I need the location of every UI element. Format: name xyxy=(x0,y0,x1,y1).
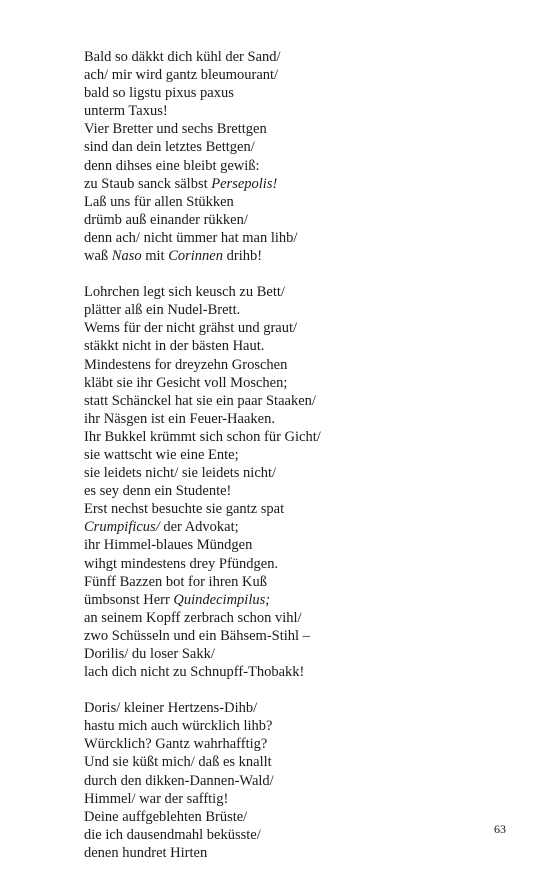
verse-line xyxy=(84,663,504,681)
verse-line xyxy=(84,392,504,410)
verse-text: sind dan dein letztes Bettgen/ xyxy=(84,139,255,156)
verse-text: Erst nechst besuchte sie gantz spat xyxy=(84,501,285,518)
verse-text: an seinem Kopff zerbrach schon vihl/ xyxy=(84,609,302,626)
italic-name: Corinnen xyxy=(168,248,223,265)
italic-name: Quindecimpilus; xyxy=(173,591,271,608)
verse-text: Vier Bretter und sechs Brettgen xyxy=(84,121,267,138)
verse-text: ümbsonst Herr xyxy=(84,591,174,608)
verse-line xyxy=(84,573,504,591)
verse-line xyxy=(84,66,504,84)
verse-line xyxy=(84,410,504,428)
stanza xyxy=(84,48,504,265)
verse-text: ihr Näsgen ist ein Feuer-Haaken. xyxy=(84,410,275,427)
italic-name: Persepolis! xyxy=(211,175,278,192)
verse-text: ach/ mir wird gantz bleumourant/ xyxy=(84,67,279,84)
verse-text: durch den dikken-Dannen-Wald/ xyxy=(84,772,274,789)
verse-text: Lohrchen legt sich keusch zu Bett/ xyxy=(84,284,285,301)
verse-text: drümb auß einander rükken/ xyxy=(84,211,248,228)
verse-line xyxy=(84,120,504,138)
verse-text: Ihr Bukkel krümmt sich schon für Gicht/ xyxy=(84,428,321,445)
verse-text: die ich dausendmahl beküsste/ xyxy=(84,826,261,843)
verse-text: hastu mich auch würcklich lihb? xyxy=(84,718,273,735)
stanza xyxy=(84,699,504,862)
verse-line xyxy=(84,772,504,790)
verse-text: Himmel/ war der safftig! xyxy=(84,790,229,807)
verse-text: mit xyxy=(141,248,169,265)
verse-line xyxy=(84,84,504,102)
verse-line xyxy=(84,609,504,627)
verse-line xyxy=(84,591,504,609)
verse-text: plätter alß ein Nudel-Brett. xyxy=(84,302,241,319)
verse-line xyxy=(84,627,504,645)
verse-text: stäkkt nicht in der bästen Haut. xyxy=(84,338,265,355)
verse-line xyxy=(84,808,504,826)
verse-text: Laß uns für allen Stükken xyxy=(84,193,234,210)
verse-line xyxy=(84,790,504,808)
verse-text: waß xyxy=(84,248,112,265)
verse-text: sie wattscht wie eine Ente; xyxy=(84,446,239,463)
verse-text: Doris/ kleiner Hertzens-Dihb/ xyxy=(84,700,258,717)
verse-text: Dorilis/ du loser Sakk/ xyxy=(84,646,215,662)
verse-text: der Advokat; xyxy=(159,519,239,536)
italic-name: Naso xyxy=(111,248,142,265)
verse-text: Und sie küßt mich/ daß es knallt xyxy=(84,754,272,771)
verse-line xyxy=(84,283,504,301)
verse-line xyxy=(84,247,504,265)
verse-line xyxy=(84,717,504,735)
verse-text: zwo Schüsseln und ein Bähsem-Stihl – xyxy=(84,627,310,644)
stanza xyxy=(84,283,504,681)
verse-line xyxy=(84,518,504,536)
verse-line xyxy=(84,301,504,319)
verse-text: statt Schänckel hat sie ein paar Staaken/ xyxy=(84,392,316,409)
verse-line xyxy=(84,482,504,500)
verse-line xyxy=(84,356,504,374)
verse-text: lach dich nicht zu Schnupff-Thobakk! xyxy=(84,664,305,681)
verse-line xyxy=(84,464,504,482)
verse-line xyxy=(84,229,504,247)
verse-text: Mindestens for dreyzehn Groschen xyxy=(84,356,288,373)
verse-text: Wems für der nicht grähst und graut/ xyxy=(84,320,298,337)
verse-text: drihb! xyxy=(223,248,263,265)
verse-line xyxy=(84,337,504,355)
verse-line xyxy=(84,374,504,392)
verse-line xyxy=(84,446,504,464)
verse-line xyxy=(84,211,504,229)
verse-line xyxy=(84,645,504,663)
verse-line xyxy=(84,428,504,446)
verse-line xyxy=(84,536,504,554)
verse-text: denn dihses eine bleibt gewiß: xyxy=(84,157,260,174)
italic-name: Crumpificus/ xyxy=(84,519,160,536)
verse-text: unterm Taxus! xyxy=(84,103,168,120)
verse-text: kläbt sie ihr Gesicht voll Moschen; xyxy=(84,374,288,391)
verse-line xyxy=(84,500,504,518)
verse-line xyxy=(84,555,504,573)
verse-line xyxy=(84,699,504,717)
verse-text: denn ach/ nicht ümmer hat man lihb/ xyxy=(84,229,298,246)
verse-line xyxy=(84,193,504,211)
verse-text: es sey denn ein Studente! xyxy=(84,483,232,500)
page-number: 63 xyxy=(494,822,506,836)
verse-line xyxy=(84,753,504,771)
verse-text: Würcklich? Gantz wahrhafftig? xyxy=(84,736,268,753)
verse-line xyxy=(84,826,504,844)
verse-line xyxy=(84,138,504,156)
poem-text xyxy=(84,48,504,880)
verse-line xyxy=(84,319,504,337)
verse-line xyxy=(84,102,504,120)
verse-line xyxy=(84,844,504,862)
verse-text: Bald so däkkt dich kühl der Sand/ xyxy=(84,49,281,65)
verse-text: Deine auffgeblehten Brüste/ xyxy=(84,808,248,825)
verse-line xyxy=(84,735,504,753)
verse-line xyxy=(84,175,504,193)
verse-text: Fünff Bazzen bot for ihren Kuß xyxy=(84,573,267,590)
verse-line xyxy=(84,157,504,175)
verse-line xyxy=(84,48,504,66)
verse-text: zu Staub sanck sälbst xyxy=(84,175,212,192)
verse-text: denen hundret Hirten xyxy=(84,844,208,861)
verse-text: sie leidets nicht/ sie leidets nicht/ xyxy=(84,465,277,482)
verse-text: bald so ligstu pixus paxus xyxy=(84,85,234,102)
verse-text: ihr Himmel-blaues Mündgen xyxy=(84,537,253,554)
verse-text: wihgt mindestens drey Pfündgen. xyxy=(84,555,279,572)
